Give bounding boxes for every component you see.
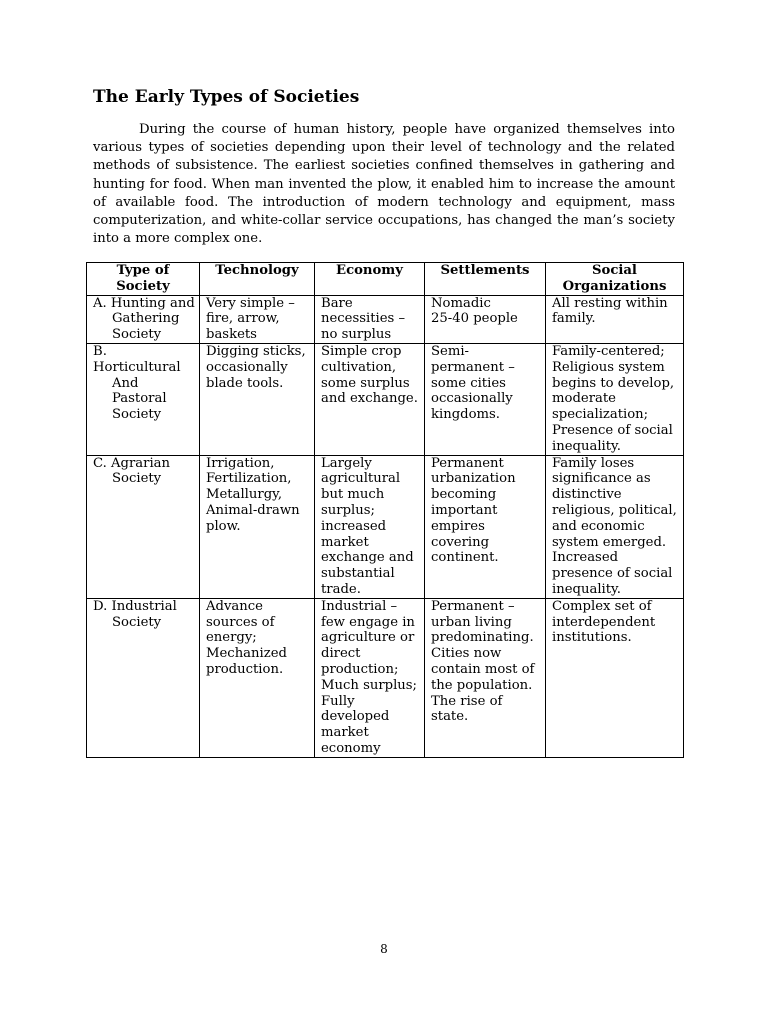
header-settlements: Settlements: [425, 263, 546, 296]
type-cell: [87, 295, 200, 343]
table-row: [87, 455, 684, 598]
type-cell: [87, 455, 200, 598]
type-cell: [87, 598, 200, 757]
societies-table: [86, 262, 684, 758]
economy-cell: Bare necessities – no surplus: [315, 295, 425, 343]
type-name: And Pastoral Society: [112, 375, 167, 423]
settlements-line: 25-40 people: [431, 311, 518, 327]
type-label: A. Hunting and: [93, 295, 195, 311]
table-header-row: [87, 263, 684, 296]
economy-cell: Largely agricultural but much surplus; increased market exchange and substantial trade.: [315, 455, 425, 598]
economy-cell: Industrial – few engage in agriculture or direct production; Much surplus; Fully developed market economy: [315, 598, 425, 757]
social-cell: Complex set of interdependent institutions.: [546, 598, 684, 757]
type-name: Gathering Society: [112, 311, 180, 343]
header-type-of-society: Type of Society: [87, 263, 200, 296]
type-label: C. Agrarian: [93, 455, 171, 471]
header-social-organizations: Social Organizations: [546, 263, 684, 296]
intro-paragraph: During the course of human history, people have organized themselves into various types of societies depending upon their level of technology and the related methods of subsistence. The earliest societies confined themselves in gathering and hunting for food. When man invented the plow, it enabled him to increase the amount of available food. The introduction of modern technology and equipment, mass computerization, and white-collar service occupations, has changed the man’s society into a more complex one.: [93, 122, 675, 247]
table-row: [87, 343, 684, 455]
settlements-line: Nomadic: [431, 295, 491, 311]
social-cell: All resting within family.: [546, 295, 684, 343]
settlements-cell: [425, 295, 546, 343]
table-row: [87, 598, 684, 757]
settlements-cell: Permanent – urban living predominating. Cities now contain most of the population. The rise of state.: [425, 598, 546, 757]
type-name: Society: [112, 471, 162, 487]
technology-cell: Advance sources of energy; Mechanized production.: [200, 598, 315, 757]
economy-cell: Simple crop cultivation, some surplus and exchange.: [315, 343, 425, 455]
settlements-cell: Semi-permanent – some cities occasionally kingdoms.: [425, 343, 546, 455]
type-cell: [87, 343, 200, 455]
table-row: [87, 295, 684, 343]
page-number: 8: [380, 942, 388, 956]
technology-cell: Irrigation, Fertilization, Metallurgy, Animal-drawn plow.: [200, 455, 315, 598]
social-cell: Family-centered; Religious system begins to develop, moderate specialization; Presence of social inequality.: [546, 343, 684, 455]
type-label: B. Horticultural: [93, 343, 181, 375]
header-economy: Economy: [315, 263, 425, 296]
type-name: Society: [112, 614, 162, 630]
social-cell: Family loses significance as distinctive religious, political, and economic system emerged. Increased presence of social inequality.: [546, 455, 684, 598]
settlements-cell: Permanent urbanization becoming important empires covering continent.: [425, 455, 546, 598]
technology-cell: Digging sticks, occasionally blade tools.: [200, 343, 315, 455]
header-technology: Technology: [200, 263, 315, 296]
technology-cell: Very simple – fire, arrow, baskets: [200, 295, 315, 343]
page-heading: The Early Types of Societies: [93, 87, 360, 107]
type-label: D. Industrial: [93, 598, 177, 614]
